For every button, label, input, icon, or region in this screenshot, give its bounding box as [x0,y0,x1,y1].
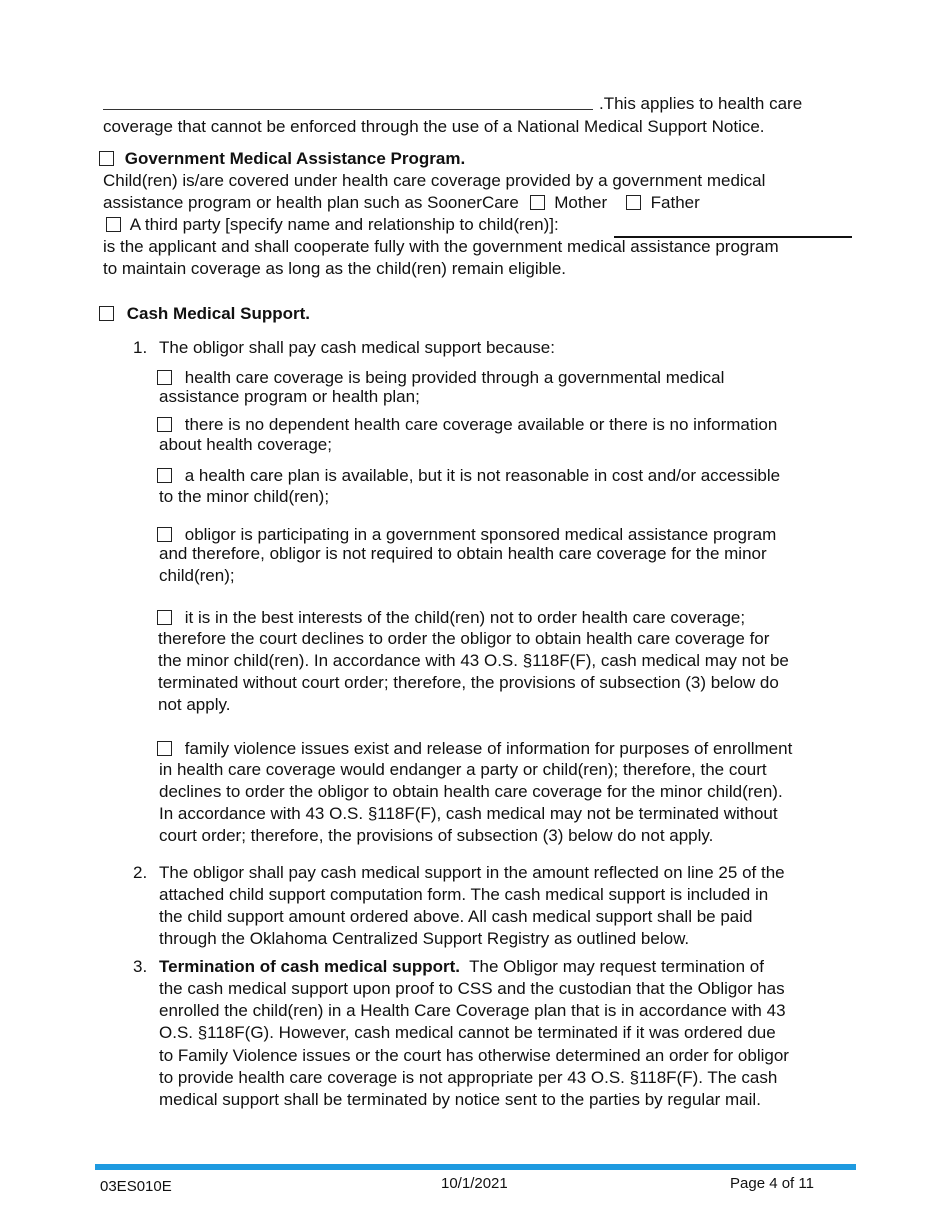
option-e [157,607,745,629]
option-b-line1: there is no dependent health care coverage available or there is no information [184,415,778,434]
option-b-checkbox[interactable] [157,417,172,432]
footer-rule [95,1164,856,1170]
option-b [157,414,777,436]
gmap-heading-row [99,148,465,170]
option-e-line1: it is in the best interests of the child(ren) not to order health care coverage; [184,608,746,627]
item2-line3: the child support amount ordered above. All cash medical support shall be paid [159,907,753,926]
option-d-line2: and therefore, obligor is not required to obtain health care coverage for the minor [159,544,767,563]
cms-heading-row [99,303,310,325]
footer-page-number: Page 4 of 11 [730,1175,814,1192]
father-checkbox[interactable] [626,195,641,210]
blank-line-top[interactable] [103,109,593,110]
item1-text: The obligor shall pay cash medical support because: [159,338,555,357]
option-f-line2: in health care coverage would endanger a party or child(ren); therefore, the court [159,760,767,779]
gmap-heading: Government Medical Assistance Program. [124,149,466,168]
option-e-checkbox[interactable] [157,610,172,625]
option-c-checkbox[interactable] [157,468,172,483]
option-a-line1: health care coverage is being provided through a governmental medical [184,368,725,387]
third-party-checkbox[interactable] [106,217,121,232]
top-line2: coverage that cannot be enforced through the use of a National Medical Support Notice. [103,117,765,136]
gmap-line1: Child(ren) is/are covered under health care coverage provided by a government medical [103,171,766,190]
option-e-line3: the minor child(ren). In accordance with 43 O.S. §118F(F), cash medical may not be [158,651,789,670]
cms-checkbox[interactable] [99,306,114,321]
mother-checkbox[interactable] [530,195,545,210]
gmap-line2-text: assistance program or health plan such as SoonerCare [103,193,519,212]
option-d-line1: obligor is participating in a government sponsored medical assistance program [184,525,777,544]
footer-form-id: 03ES010E [100,1178,172,1195]
option-a-line2: assistance program or health plan; [159,387,420,406]
footer-date: 10/1/2021 [441,1175,508,1192]
item3-line6: to provide health care coverage is not appropriate per 43 O.S. §118F(F). The cash [159,1068,778,1087]
option-f-line3: declines to order the obligor to obtain health care coverage for the minor child(ren). [159,782,783,801]
item2-number: 2. [133,863,148,882]
gmap-line5: to maintain coverage as long as the child(ren) remain eligible. [103,259,567,278]
mother-label: Mother [554,193,608,212]
item3-line2: the cash medical support upon proof to CSS and the custodian that the Obligor has [159,979,785,998]
option-c-line2: to the minor child(ren); [159,487,330,506]
cms-heading: Cash Medical Support. [126,304,310,323]
option-d-checkbox[interactable] [157,527,172,542]
option-f-line5: court order; therefore, the provisions of subsection (3) below do not apply. [159,826,714,845]
item3-line5: to Family Violence issues or the court has otherwise determined an order for obligor [159,1046,789,1065]
gmap-line4: is the applicant and shall cooperate fully with the government medical assistance program [103,237,779,256]
option-f-checkbox[interactable] [157,741,172,756]
top-line1-tail: .This applies to health care [599,94,803,113]
option-e-line5: not apply. [158,695,231,714]
option-e-line4: terminated without court order; therefore, the provisions of subsection (3) below do [158,673,779,692]
item3-heading: Termination of cash medical support. [159,957,461,976]
item3-line1-rest: The Obligor may request termination of [460,957,764,976]
item3-line7: medical support shall be terminated by notice sent to the parties by regular mail. [159,1090,761,1109]
option-b-line2: about health coverage; [159,435,332,454]
option-c [157,465,780,487]
gmap-checkbox[interactable] [99,151,114,166]
item3-line1 [159,956,764,978]
option-d-line3: child(ren); [159,566,235,585]
item3-line4: O.S. §118F(G). However, cash medical cannot be terminated if it was ordered due [159,1023,776,1042]
item2-line4: through the Oklahoma Centralized Support Registry as outlined below. [159,929,690,948]
option-e-line2: therefore the court declines to order the obligor to obtain health care coverage for [158,629,770,648]
item3-number: 3. [133,957,148,976]
third-party-label: A third party [specify name and relationship to child(ren)]: [129,215,559,234]
option-a-checkbox[interactable] [157,370,172,385]
option-f [157,738,792,760]
option-f-line1: family violence issues exist and release of information for purposes of enrollment [184,739,793,758]
item2-line1: The obligor shall pay cash medical support in the amount reflected on line 25 of the [159,863,785,882]
father-label: Father [650,193,700,212]
third-party-row [106,214,559,236]
item3-line3: enrolled the child(ren) in a Health Care Coverage plan that is in accordance with 43 [159,1001,786,1020]
gmap-line2 [103,192,700,214]
option-c-line1: a health care plan is available, but it is not reasonable in cost and/or accessible [184,466,781,485]
item1-number: 1. [133,338,148,357]
option-f-line4: In accordance with 43 O.S. §118F(F), cash medical may not be terminated without [159,804,778,823]
item2-line2: attached child support computation form. The cash medical support is included in [159,885,769,904]
